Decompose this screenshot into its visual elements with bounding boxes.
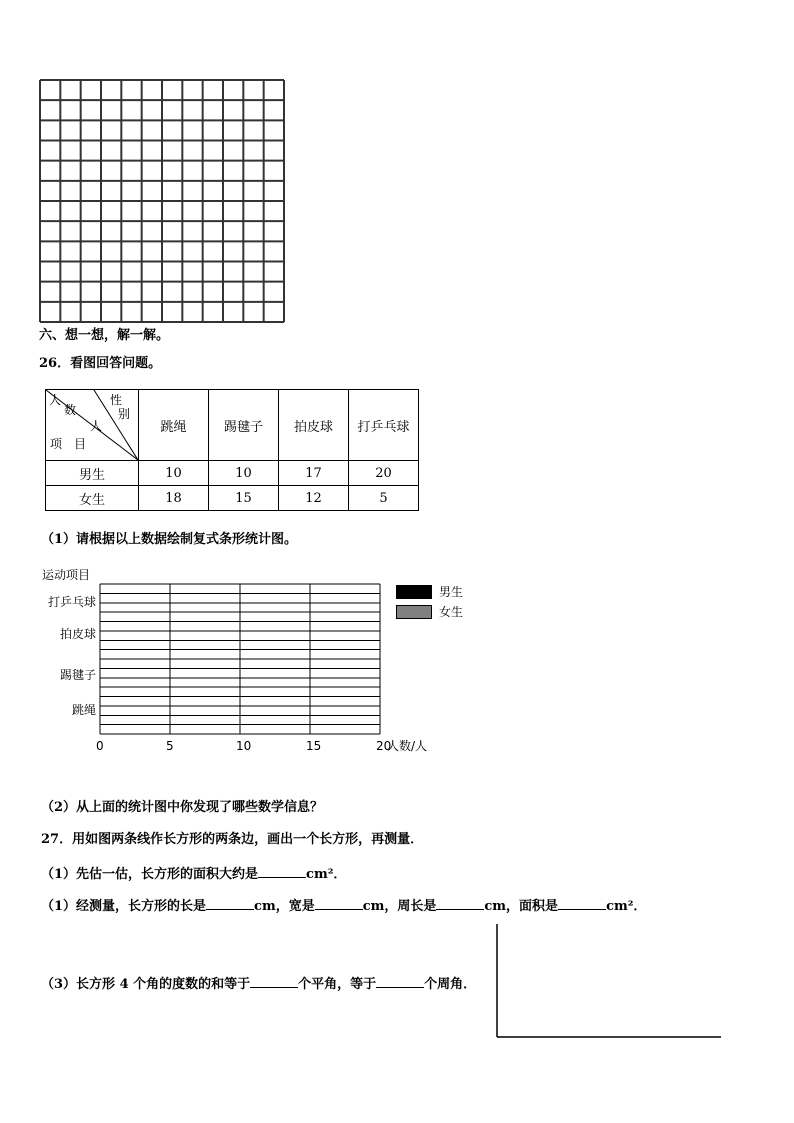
legend-swatch-boys — [396, 585, 432, 599]
corner-label-bie: 别 — [118, 407, 131, 421]
q27-title: 27．用如图两条线作长方形的两条边，画出一个长方形，再测量． — [41, 832, 424, 847]
corner-label-people: 人 — [90, 419, 103, 433]
col-header-tiaosheng: 跳绳 — [139, 390, 209, 461]
q27-part1 — [41, 864, 346, 883]
chart-ylabel: 运动项目 — [42, 568, 91, 582]
q27-part3-text-c: 个周角． — [424, 977, 477, 992]
chart-xlabel: 人数/人 — [387, 739, 428, 753]
answer-blank-length[interactable] — [206, 896, 254, 910]
answer-blank-full-angles[interactable] — [376, 974, 424, 988]
square-grid — [38, 78, 286, 324]
table-cell: 15 — [209, 486, 279, 511]
q26-title: 26．看图回答问题。 — [39, 356, 162, 371]
rectangle-side-lines — [494, 924, 724, 1040]
x-tick-label: 10 — [236, 739, 252, 753]
q27-part3-text-b: 个平角，等于 — [298, 977, 377, 992]
corner-label-shu: 数 — [64, 403, 77, 417]
row-label-boys: 男生 — [46, 461, 139, 486]
answer-blank-estimate[interactable] — [258, 864, 306, 878]
x-tick-label: 0 — [96, 739, 104, 753]
corner-label-mu: 目 — [74, 437, 87, 451]
data-table — [45, 389, 419, 511]
corner-label-xiang: 项 — [50, 437, 63, 451]
q26-part2: （2）从上面的统计图中你发现了哪些数学信息？ — [41, 800, 324, 815]
table-cell: 20 — [349, 461, 419, 486]
table-cell: 17 — [279, 461, 349, 486]
q27-part3-text-a: （3）长方形 4 个角的度数的和等于 — [41, 977, 251, 992]
q27-part3 — [41, 974, 476, 993]
x-tick-label: 15 — [306, 739, 322, 753]
table-cell: 10 — [209, 461, 279, 486]
row-label-girls: 女生 — [46, 486, 139, 511]
corner-label-ren: 人 — [49, 393, 62, 407]
q27-part2-text-a: （1）经测量，长方形的长是 — [41, 899, 207, 914]
legend-label-boys: 男生 — [439, 585, 464, 599]
legend-swatch-girls — [396, 605, 432, 619]
q27-part2-text-d: cm，面积是 — [484, 899, 559, 914]
table-cell: 12 — [279, 486, 349, 511]
table-corner-cell — [46, 390, 139, 461]
legend-label-girls: 女生 — [439, 605, 464, 619]
corner-label-xing: 性 — [110, 393, 123, 407]
table-cell: 5 — [349, 486, 419, 511]
q26-part1: （1）请根据以上数据绘制复式条形统计图。 — [41, 532, 298, 547]
q27-part1-unit: cm²． — [306, 867, 347, 882]
answer-blank-perimeter[interactable] — [436, 896, 484, 910]
y-category-label: 拍皮球 — [59, 627, 96, 641]
answer-blank-area[interactable] — [558, 896, 606, 910]
q27-part2-text-b: cm，宽是 — [254, 899, 315, 914]
section-six-heading: 六、想一想，解一解。 — [39, 328, 170, 343]
answer-blank-straight-angles[interactable] — [250, 974, 298, 988]
q27-part2-text-e: cm²． — [606, 899, 647, 914]
table-cell: 18 — [139, 486, 209, 511]
col-header-pingpong: 打乒乓球 — [349, 390, 419, 461]
answer-blank-width[interactable] — [315, 896, 363, 910]
bar-chart — [30, 562, 450, 762]
col-header-paipiqiu: 拍皮球 — [279, 390, 349, 461]
q27-part2-text-c: cm，周长是 — [362, 899, 437, 914]
col-header-tijianzi: 踢毽子 — [209, 390, 279, 461]
x-tick-label: 5 — [166, 739, 174, 753]
q27-part1-text: （1）先估一估，长方形的面积大约是 — [41, 867, 259, 882]
table-cell: 10 — [139, 461, 209, 486]
x-tick-label: 20 — [376, 739, 392, 753]
q27-part2 — [41, 896, 646, 915]
y-category-label: 打乒乓球 — [47, 595, 96, 609]
y-category-label: 跳绳 — [71, 703, 96, 717]
y-category-label: 踢毽子 — [59, 668, 96, 682]
